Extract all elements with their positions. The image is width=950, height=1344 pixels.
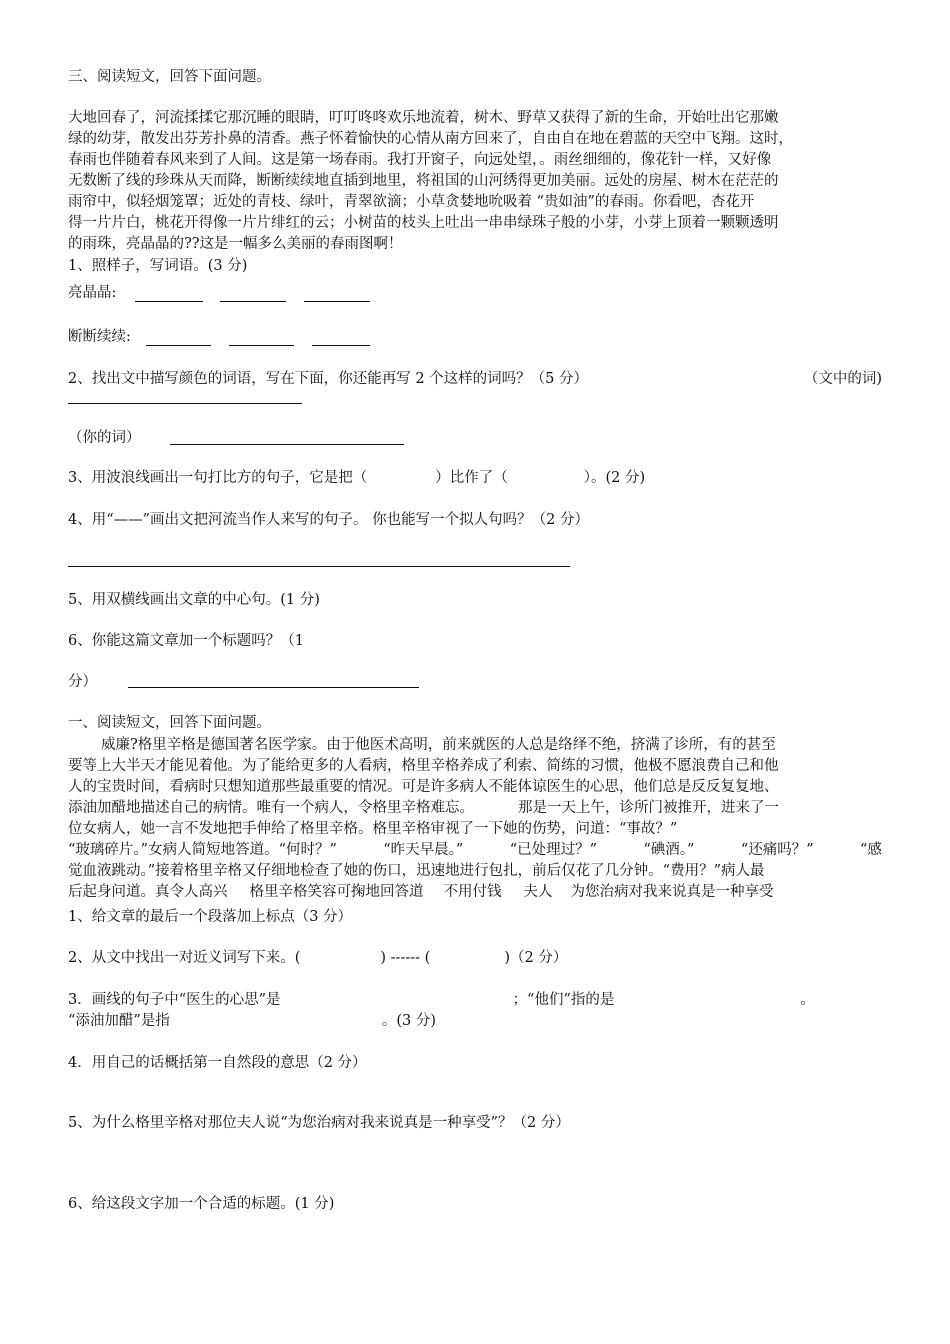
passage-segment: 添油加醋地描述自己的病情。唯有一个病人，令格里辛格难忘。 (68, 800, 474, 816)
s3-q1-prompt-a: 亮晶晶: (68, 285, 117, 301)
section3-passage-line: 绿的幼芽，散发出芬芳扑鼻的清香。燕子怀着愉快的心情从南方回来了，自由自在地在碧蓝的天空中飞翔。这时， (68, 131, 793, 147)
section3-passage-line: 得一片片白，桃花开得像一片片绯红的云；小树苗的枝头上吐出一串串绿珠子般的小芽，小芽上顶着一颗颗透明 (68, 215, 779, 231)
answer-blank[interactable] (68, 566, 570, 567)
passage-segment: 格里辛格笑容可掬地回答道 (249, 884, 424, 900)
s3-q3-part-a: 3、用波浪线画出一句打比方的句子，它是把（ (68, 470, 368, 486)
s1-q3-part-a: 3．画线的句子中“医生的心思”是 (68, 992, 281, 1008)
s3-q1-prompt-b: 断断续续: (68, 329, 131, 345)
passage-segment: 为您治病对我来说真是一种享受 (570, 884, 774, 900)
answer-blank[interactable] (220, 301, 286, 302)
answer-blank[interactable] (304, 301, 370, 302)
section1-passage-line: 人的宝贵时间，看病时只想知道那些最重要的情况。可是许多病人不能体谅医生的心思，他们总是反反复复地、 (68, 779, 779, 795)
section3-heading: 三、阅读短文，回答下面问题。 (68, 69, 271, 85)
section1-passage-line: 威廉?格里辛格是德国著名医学家。由于他医术高明，前来就医的人总是络绎不绝，挤满了诊所，有的甚至 (101, 737, 776, 753)
section1-heading: 一、阅读短文，回答下面问题。 (68, 715, 271, 731)
passage-segment: 后起身问道。真令人高兴 (68, 884, 228, 900)
section1-passage-line: 位女病人，她一言不发地把手伸给了格里辛格。格里辛格审视了一下她的伤势，问道：“事故？” (68, 821, 678, 837)
answer-blank[interactable] (312, 345, 370, 346)
passage-segment: 不用付钱 (443, 884, 502, 900)
s3-question-3 (68, 468, 645, 488)
passage-segment: 那是一天上午，诊所门被推开，进来了一 (518, 800, 779, 816)
section1-passage-line (68, 798, 779, 818)
s3-question-6-cont: 分） (68, 674, 97, 690)
s1-question-6: 6、给这段文字加一个合适的标题。(1 分) (68, 1196, 335, 1212)
passage-segment: 夫人 (523, 884, 553, 900)
s1-q3-part-e: 。(3 分) (381, 1013, 436, 1029)
answer-blank[interactable] (229, 345, 294, 346)
s1-question-3-cont (68, 1011, 436, 1031)
s1-q2-part-c: )（2 分） (504, 950, 568, 966)
s3-q2-text: 2、找出文中描写颜色的词语，写在下面，你还能再写 2 个这样的词吗？（5 分） (68, 371, 589, 387)
passage-segment: “已处理过？” (509, 842, 598, 858)
s3-question-4: 4、用“——”画出文把河流当作人来写的句子。 你也能写一个拟人句吗？（2 分） (68, 512, 589, 528)
s3-q2-your-words: （你的词） (68, 430, 141, 446)
s1-q3-part-d: “添油加醋”是指 (68, 1013, 170, 1029)
section1-passage-line: 觉血液跳动。”接着格里辛格又仔细地检查了她的伤口，迅速地进行包扎，前后仅花了几分钟。“费用？”病人最 (68, 863, 765, 879)
section1-passage-line: 要等上大半天才能见着他。为了能给更多的人看病，格里辛格养成了利索、简练的习惯，他极不愿浪费自己和他 (68, 758, 779, 774)
passage-segment: “还痛吗？” (740, 842, 814, 858)
section3-passage-line: 雨帘中，似轻烟笼罩；近处的青枝、绿叶，青翠欲滴；小草贪婪地吮吸着 “贵如油”的春雨。你看吧，杏花开 (68, 194, 755, 210)
s3-q2-tail: （文中的词) (803, 371, 882, 387)
s1-q2-part-b: ) ------ ( (380, 950, 431, 966)
passage-segment: “昨天早晨。” (383, 842, 464, 858)
s1-q2-part-a: 2、从文中找出一对近义词写下来。( (68, 950, 301, 966)
section3-passage-line: 大地回春了，河流揉揉它那沉睡的眼睛，叮叮咚咚欢乐地流着，树木、野草又获得了新的生命，开始吐出它那嫩 (68, 110, 779, 126)
section1-passage-line (68, 840, 882, 860)
s1-question-5: 5、为什么格里辛格对那位夫人说“为您治病对我来说真是一种享受”？（2 分） (68, 1115, 570, 1131)
s3-question-5: 5、用双横线画出文章的中心句。(1 分) (68, 592, 320, 608)
answer-blank[interactable] (170, 444, 404, 445)
s3-question-6: 6、你能这篇文章加一个标题吗？（1 (68, 633, 304, 649)
s1-q3-part-c: 。 (800, 992, 815, 1008)
answer-blank[interactable] (135, 301, 203, 302)
section3-passage-line: 春雨也伴随着春风来到了人间。这是第一场春雨。我打开窗子，向远处望，。雨丝细细的，像花针一样，又好像 (68, 152, 772, 168)
section1-passage-line (68, 882, 774, 902)
s3-q3-part-b: ）比作了（ (435, 470, 508, 486)
passage-segment: “玻璃碎片。”女病人简短地答道。“何时？” (68, 842, 337, 858)
passage-segment: “碘酒。” (643, 842, 695, 858)
s3-question-2 (68, 369, 882, 389)
answer-blank[interactable] (146, 345, 211, 346)
s1-question-2 (68, 948, 567, 968)
s1-question-4: 4．用自己的话概括第一自然段的意思（2 分） (68, 1055, 367, 1071)
s3-question-1: 1、照样子，写词语。(3 分) (68, 258, 248, 274)
s1-question-1: 1、给文章的最后一个段落加上标点（3 分） (68, 909, 353, 925)
section3-passage-line: 无数断了线的珍珠从天而降，断断续续地直插到地里，将祖国的山河绣得更加美丽。远处的房屋、树木在茫茫的 (68, 173, 779, 189)
s1-question-3 (68, 990, 815, 1010)
s3-q3-part-c: ）。(2 分) (583, 470, 646, 486)
section3-passage-line: 的雨珠，亮晶晶的??这是一幅多么美丽的春雨图啊！ (68, 236, 403, 252)
answer-blank[interactable] (68, 403, 302, 404)
passage-segment: “感 (860, 842, 882, 858)
answer-blank[interactable] (128, 687, 419, 688)
s1-q3-part-b: ；“他们”指的是 (512, 992, 615, 1008)
